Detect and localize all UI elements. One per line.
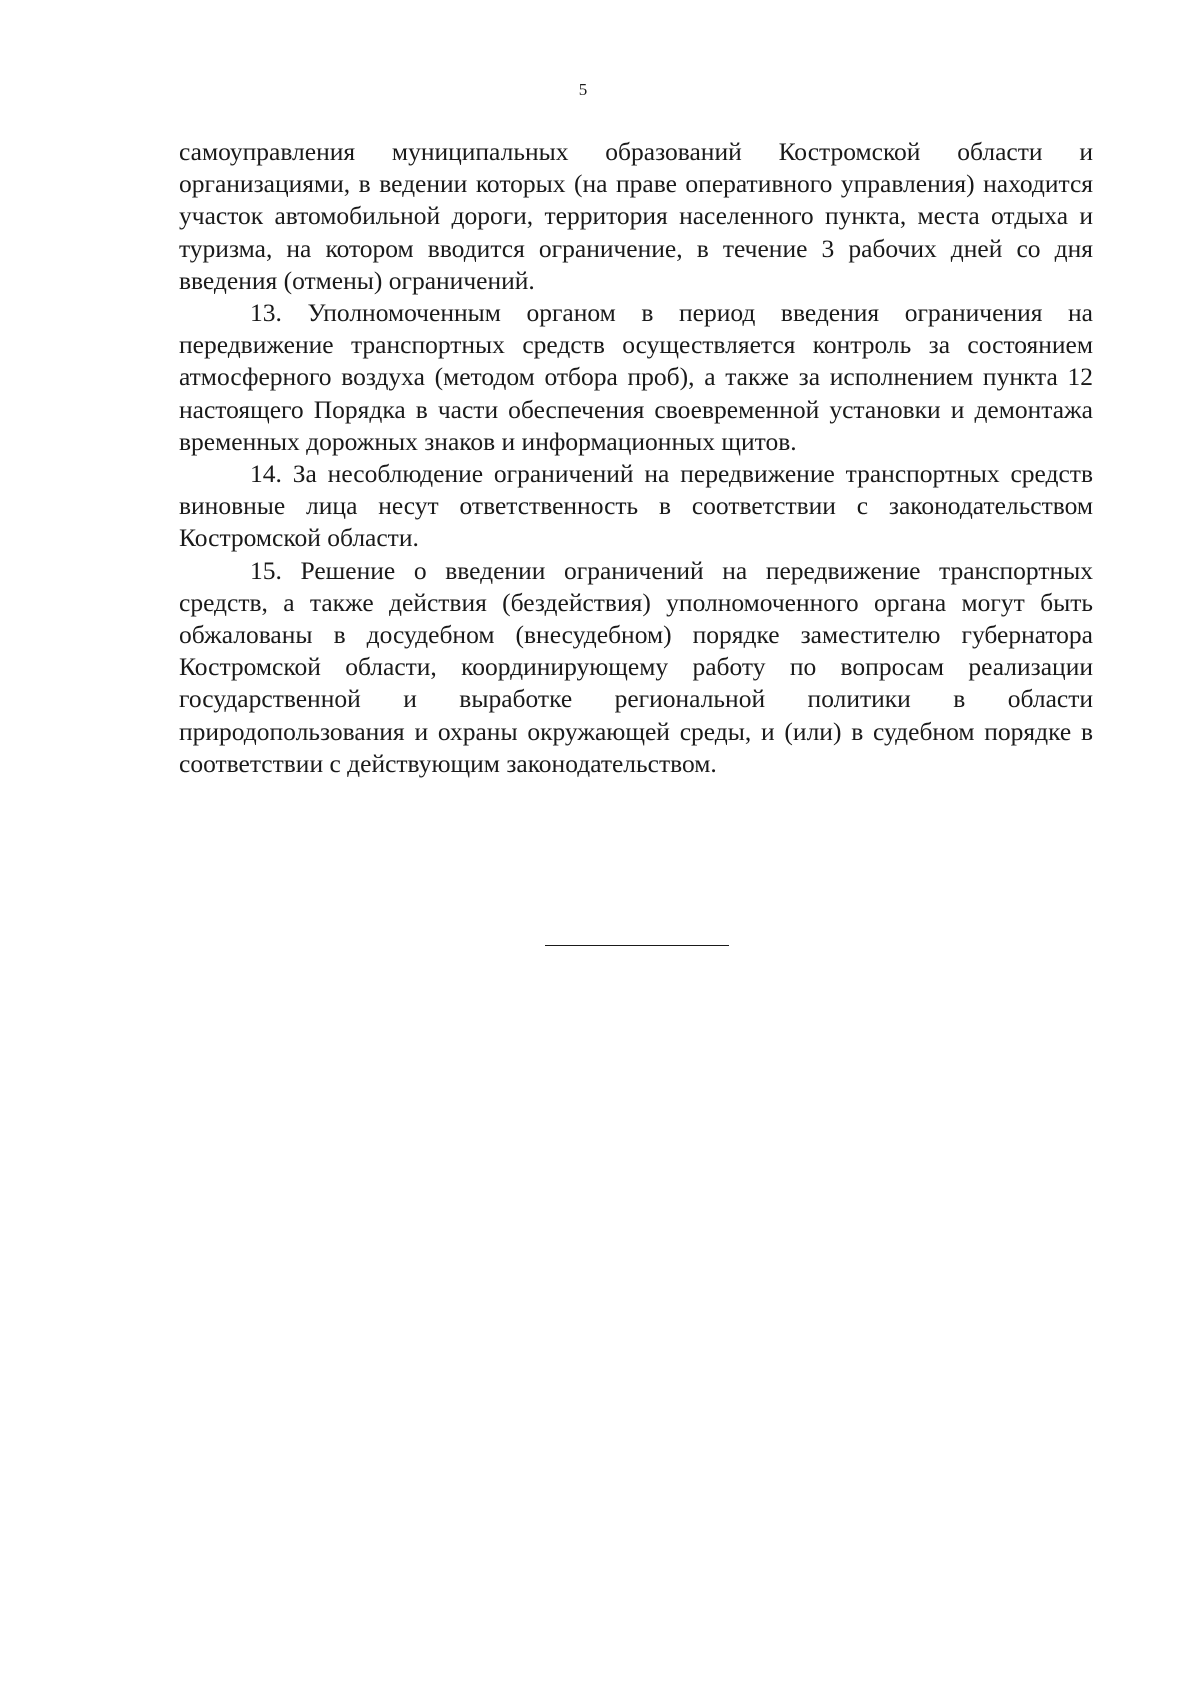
- paragraph-15: 15. Решение о введении ограничений на передвижение транспортных средств, а также действия (бездействия) уполномоченного органа могут быть обжалованы в досудебном (внесудебном) порядке заместителю губернатора Костромской области, координирующему работу по вопросам реализации государственной и выработке региональной политики в области природопользования и охраны окружающей среды, и (или) в судебном порядке в соответствии с действующим законодательством.: [179, 555, 1093, 778]
- document-body: [179, 136, 1093, 780]
- page-number: 5: [578, 80, 588, 99]
- paragraph-14: 14. За несоблюдение ограничений на передвижение транспортных средств виновные лица несут ответственность в соответствии с законодательством Костромской области.: [179, 459, 1093, 553]
- paragraph-13: 13. Уполномоченным органом в период введения ограничения на передвижение транспортных средств осуществляется контроль за состоянием атмосферного воздуха (методом отбора проб), а также за исполнением пункта 12 настоящего Порядка в части обеспечения своевременной установки и демонтажа временных дорожных знаков и информационных щитов.: [179, 298, 1093, 456]
- end-of-document-rule: [545, 945, 729, 946]
- paragraph-continuation: самоуправления муниципальных образований Костромской области и организациями, в ведении которых (на праве оперативного управления) находится участок автомобильной дороги, территория населенного пункта, места отдыха и туризма, на котором вводится ограничение, в течение 3 рабочих дней со дня введения (отмены) ограничений.: [179, 137, 1093, 295]
